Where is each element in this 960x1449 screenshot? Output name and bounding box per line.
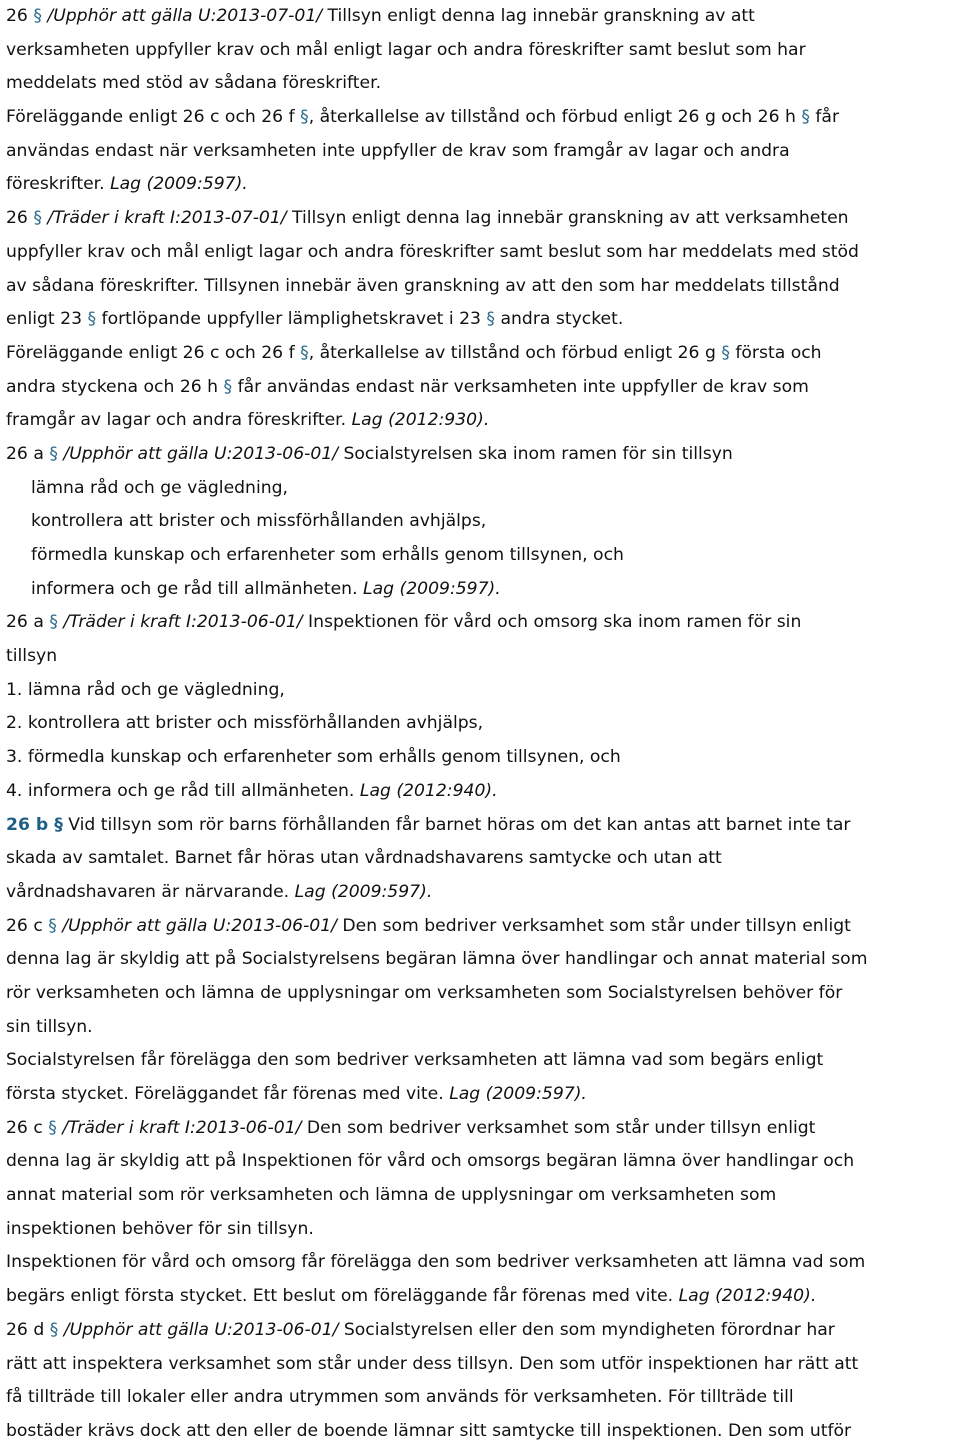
section-number: 26 c bbox=[6, 915, 49, 936]
paragraph-text: Socialstyrelsen eller den som myndigheten förordnar har bbox=[338, 1319, 835, 1340]
section-number: 26 a bbox=[6, 612, 50, 633]
paragraph-26c-line bbox=[6, 1112, 956, 1146]
list-item: informera och ge råd till allmänheten. Lag (2009:597). bbox=[31, 578, 501, 599]
section-link[interactable]: § bbox=[49, 1319, 59, 1340]
text-line: framgår av lagar och andra föreskrifter. Lag (2012:930). bbox=[6, 410, 490, 431]
section-link[interactable]: § bbox=[87, 309, 97, 330]
paragraph-text: Den som bedriver verksamhet som står under tillsyn enligt bbox=[301, 1117, 816, 1138]
section-number: 26 c bbox=[6, 1117, 49, 1138]
section-link[interactable]: § bbox=[223, 376, 233, 397]
validity-note: /Upphör att gälla U:2013-07-01/ bbox=[47, 6, 323, 26]
section-link[interactable]: § bbox=[48, 814, 63, 835]
text-line: sin tillsyn. bbox=[6, 1016, 93, 1037]
section-link[interactable]: § bbox=[48, 915, 57, 936]
text-line: användas endast när verksamheten inte uppfyller de krav som framgår av lagar och andra bbox=[6, 140, 790, 161]
paragraph-26b-line bbox=[6, 809, 956, 843]
text-line: vårdnadshavaren är närvarande. Lag (2009:597). bbox=[6, 881, 433, 902]
text-line: få tillträde till lokaler eller andra utrymmen som används för verksamheten. För tillträde till bbox=[6, 1387, 794, 1408]
section-link[interactable]: § bbox=[486, 309, 496, 330]
validity-note: /Upphör att gälla U:2013-06-01/ bbox=[62, 915, 337, 936]
law-reference: Lag (2012:930). bbox=[351, 410, 490, 431]
paragraph-text: Tillsyn enligt denna lag innebär granskning av att verksamheten bbox=[286, 208, 849, 229]
text-line: Socialstyrelsen får förelägga den som bedriver verksamheten att lämna vad som begärs enligt bbox=[6, 1050, 824, 1071]
paragraph-26d-line bbox=[6, 1314, 956, 1348]
law-reference: Lag (2009:597). bbox=[449, 1084, 587, 1104]
section-link[interactable]: § bbox=[33, 208, 42, 229]
paragraph-text: Den som bedriver verksamhet som står under tillsyn enligt bbox=[336, 915, 851, 936]
section-link[interactable]: § bbox=[33, 6, 42, 26]
section-number: 26 d bbox=[6, 1319, 50, 1340]
text-line: uppfyller krav och mål enligt lagar och andra föreskrifter samt beslut som har meddelats med stöd bbox=[6, 241, 859, 262]
validity-note: /Upphör att gälla U:2013-06-01/ bbox=[63, 1319, 339, 1340]
text-line: enligt 23 § fortlöpande uppfyller lämplighetskravet i 23 § andra stycket. bbox=[6, 309, 624, 330]
text-line: meddelats med stöd av sådana föreskrifter. bbox=[6, 73, 382, 94]
validity-note: /Träder i kraft I:2013-06-01/ bbox=[62, 1117, 302, 1138]
list-item: kontrollera att brister och missförhållanden avhjälps, bbox=[31, 511, 487, 532]
text-line: rör verksamheten och lämna de upplysningar om verksamheten som Socialstyrelsen behöver för bbox=[6, 982, 843, 1003]
text-line: tillsyn bbox=[6, 646, 58, 667]
paragraph-26-line bbox=[6, 202, 956, 236]
section-link[interactable]: § bbox=[49, 612, 58, 633]
list-item: 4. informera och ge råd till allmänheten. Lag (2012:940). bbox=[6, 780, 498, 801]
text-line: Föreläggande enligt 26 c och 26 f §, återkallelse av tillstånd och förbud enligt 26 g § första och bbox=[6, 342, 822, 363]
text-line: av sådana föreskrifter. Tillsynen innebär även granskning av att den som har meddelats tillstånd bbox=[6, 275, 840, 296]
law-reference: Lag (2009:597). bbox=[110, 174, 248, 195]
text-line: annat material som rör verksamheten och lämna de upplysningar om verksamheten som bbox=[6, 1185, 777, 1206]
section-number-highlight: 26 b bbox=[6, 814, 49, 835]
section-link[interactable]: § bbox=[300, 342, 309, 363]
law-reference: Lag (2012:940). bbox=[359, 780, 498, 801]
list-item: 2. kontrollera att brister och missförhållanden avhjälps, bbox=[6, 713, 484, 734]
validity-note: /Upphör att gälla U:2013-06-01/ bbox=[63, 443, 339, 464]
validity-note: /Träder i kraft I:2013-07-01/ bbox=[47, 208, 287, 229]
paragraph-26a-line bbox=[6, 438, 956, 472]
paragraph-26c-line bbox=[6, 910, 956, 944]
paragraph-26-line bbox=[6, 0, 956, 34]
paragraph-text: Inspektionen för vård och omsorg ska inom ramen för sin bbox=[302, 612, 802, 633]
law-reference: Lag (2009:597). bbox=[294, 881, 433, 902]
paragraph-text: Socialstyrelsen ska inom ramen för sin tillsyn bbox=[338, 443, 733, 464]
validity-note: /Träder i kraft I:2013-06-01/ bbox=[63, 612, 303, 633]
paragraph-text: Tillsyn enligt denna lag innebär granskning av att bbox=[322, 6, 755, 26]
list-item: lämna råd och ge vägledning, bbox=[31, 477, 288, 498]
section-link[interactable]: § bbox=[49, 443, 58, 464]
text-line: Inspektionen för vård och omsorg får förelägga den som bedriver verksamheten att lämna vad som bbox=[6, 1252, 866, 1273]
text-line: andra styckena och 26 h § får användas endast när verksamheten inte uppfyller de krav som bbox=[6, 376, 809, 397]
section-link[interactable]: § bbox=[48, 1117, 57, 1138]
text-line: skada av samtalet. Barnet får höras utan vårdnadshavarens samtycke och utan att bbox=[6, 848, 722, 869]
text-line: bostäder krävs dock att den eller de boende lämnar sitt samtycke till inspektionen. Den som utför bbox=[6, 1420, 852, 1441]
section-link[interactable]: § bbox=[801, 107, 810, 128]
text-line: inspektionen behöver för sin tillsyn. bbox=[6, 1218, 314, 1239]
list-item: förmedla kunskap och erfarenheter som erhålls genom tillsynen, och bbox=[31, 545, 624, 565]
section-number: 26 bbox=[6, 6, 34, 26]
law-reference: Lag (2009:597). bbox=[363, 578, 501, 599]
law-reference: Lag (2012:940). bbox=[678, 1286, 817, 1307]
text-line: denna lag är skyldig att på Socialstyrelsens begäran lämna över handlingar och annat material som bbox=[6, 949, 868, 970]
text-line: rätt att inspektera verksamhet som står under dess tillsyn. Den som utför inspektionen har rätt att bbox=[6, 1353, 859, 1374]
section-number: 26 a bbox=[6, 443, 50, 464]
paragraph-26a-line bbox=[6, 606, 956, 640]
text-line: begärs enligt första stycket. Ett beslut om föreläggande får förenas med vite. Lag (2012:940). bbox=[6, 1286, 817, 1307]
list-item: 3. förmedla kunskap och erfarenheter som erhålls genom tillsynen, och bbox=[6, 747, 621, 768]
section-number: 26 bbox=[6, 208, 34, 229]
section-link[interactable]: § bbox=[300, 107, 309, 128]
text-line: Föreläggande enligt 26 c och 26 f §, återkallelse av tillstånd och förbud enligt 26 g och 26 h § får bbox=[6, 107, 840, 128]
text-line: föreskrifter. Lag (2009:597). bbox=[6, 174, 248, 195]
section-link[interactable]: § bbox=[721, 342, 730, 363]
list-item: 1. lämna råd och ge vägledning, bbox=[6, 679, 285, 700]
paragraph-text: Vid tillsyn som rör barns förhållanden får barnet höras om det kan antas att barnet inte tar bbox=[62, 814, 851, 835]
text-line: första stycket. Föreläggandet får förenas med vite. Lag (2009:597). bbox=[6, 1084, 587, 1104]
text-line: verksamheten uppfyller krav och mål enligt lagar och andra föreskrifter samt beslut som har bbox=[6, 39, 806, 60]
text-line: denna lag är skyldig att på Inspektionen för vård och omsorgs begäran lämna över handlingar och bbox=[6, 1151, 855, 1172]
